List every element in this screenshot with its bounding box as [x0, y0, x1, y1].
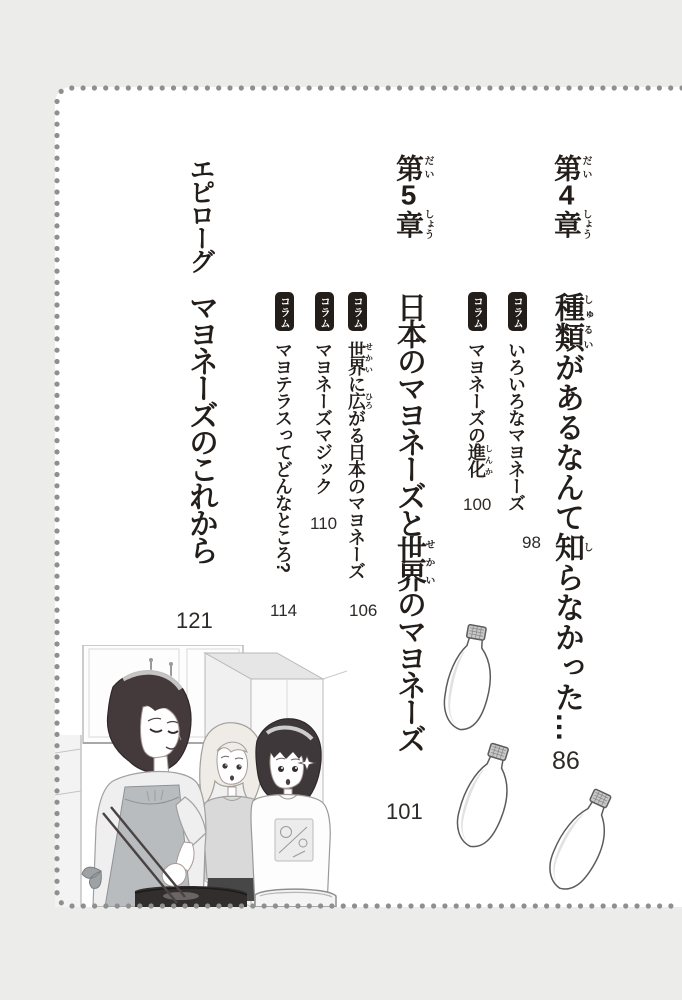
chapter5-heading: 第だい5章しょう — [393, 154, 433, 239]
toc-item-japanese-mayo-worldwide: 世界せかいに広ひろがる日本のマヨネーズ — [346, 341, 374, 579]
epilogue-heading: エピローグ — [186, 156, 216, 271]
column-badge: コラム — [508, 292, 527, 331]
chapter4-heading: 第だい4章しょう — [551, 154, 591, 239]
epilogue-title: マヨネーズのこれから — [184, 292, 217, 562]
column-badge: コラム — [315, 292, 334, 331]
chapter5-page-number: 101 — [386, 799, 423, 824]
column-badge: コラム — [275, 292, 294, 331]
toc-item-page-number: 100 — [463, 495, 492, 514]
column-badge: コラム — [348, 292, 367, 331]
toc-item-various-mayonnaise: いろいろなマヨネーズ — [506, 341, 526, 511]
chapter5-title: 日本のマヨネーズと世界せかいのマヨネーズ — [392, 292, 434, 751]
toc-item-page-number: 114 — [270, 601, 298, 620]
toc-item-page-number: 98 — [522, 533, 541, 552]
chapter4-page-number: 86 — [552, 747, 580, 775]
toc-item-mayoterrace: マヨテラスってどんなところ? — [273, 341, 293, 572]
column-badge: コラム — [468, 292, 487, 331]
kitchen-illustration — [55, 645, 347, 907]
toc-item-page-number: 106 — [349, 601, 378, 620]
toc-item-mayonnaise-evolution: マヨネーズの進化しんか — [466, 341, 494, 477]
toc-item-mayonnaise-magic: マヨネーズマジック — [313, 341, 333, 494]
epilogue-page-number: 121 — [176, 608, 213, 633]
chapter4-title: 種類しゅるいがあるなんて知しらなかった… — [550, 292, 592, 742]
toc-item-page-number: 110 — [310, 514, 338, 533]
